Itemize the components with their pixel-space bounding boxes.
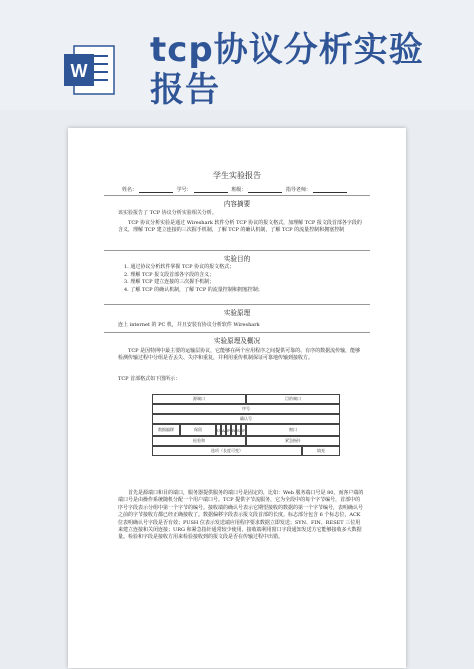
diagram-cell-checksum: 检验和 bbox=[152, 436, 246, 446]
diagram-cell-flag-s: S bbox=[236, 424, 241, 436]
svg-text:W: W bbox=[70, 61, 88, 81]
explanation-paragraph: 首先是源端口和目的端口，服务器提供服务的端口号是固定的，比如：Web 服务端口号是 80，而客户端的端口号是由操作系统随机分配一个用户端口号。TCP 提供字节流服务，它为全段中的每个字节编号，首部中的序号字段表示分组中第一个字节的编号。接收端的确认号表示它期望接收的数据的第一个字节编号，表明确认号之前的字节接收方都已经正确接收了。数据偏移字段表示报文段首部的长度。标志部分包含 6 个标志位，ACK 位表明确认号字段是否有效；PUSH 位表示发送端应用程序要求数据立即发送；SYN、FIN、RESET 三位用来建立连接和关闭连接；URG 和紧急指针通常较少使用，接收端利用窗口字段通知发送方它能够接收多大数据量。检验和字段是接收方用来检验接收到的报文段是否在传输过程中出错。 bbox=[118, 490, 364, 541]
diagram-cell-flag-a: A bbox=[221, 424, 226, 436]
summary-heading: 内容摘要 bbox=[104, 195, 370, 208]
banner-title: tcp协议分析实验报告 bbox=[150, 30, 424, 110]
document-page bbox=[68, 128, 406, 668]
diagram-cell-urgent: 紧急指针 bbox=[246, 436, 340, 446]
banner bbox=[0, 0, 474, 110]
summary-paragraph: TCP 协议分析实验是通过 Wireshark 软件分析 TCP 协议的报文格式，加理解 TCP 报文段首部各字段的含义，理解 TCP 建立连接的三次握手机制，了解 TCP 的确认机制，了解 TCP 的流量控制和拥塞控制 bbox=[118, 220, 362, 234]
diagram-cell-flag-f: F bbox=[241, 424, 246, 436]
diagram-cell-flag-r: R bbox=[231, 424, 236, 436]
diagram-cell-options: 选项（长度可变） bbox=[152, 446, 302, 456]
info-line bbox=[122, 186, 349, 193]
diagram-cell-window: 窗口 bbox=[246, 424, 340, 436]
overview-heading: 实验原理及概况 bbox=[104, 332, 370, 345]
diagram-cell-source-port: 源端口 bbox=[152, 394, 246, 404]
principle-text: 连上 internet 的 PC 机，并且安装有协议分析软件 Wireshark bbox=[118, 322, 260, 328]
class-label: 班级： bbox=[231, 187, 247, 193]
purpose-heading: 实验目的 bbox=[104, 250, 370, 263]
teacher-label: 指导老师： bbox=[285, 187, 311, 193]
diagram-cell-reserved: 保留 bbox=[180, 424, 216, 436]
list-item: 3. 理解 TCP 建立连接的三次握手机制； bbox=[124, 279, 215, 286]
tcp-header-diagram bbox=[152, 394, 340, 468]
summary-text: 该实验报告了 TCP 协议分析实验相关分析。 bbox=[118, 210, 217, 216]
list-item: 4. 了解 TCP 的确认机制，了解 TCP 的流量控制和拥塞控制； bbox=[124, 286, 263, 293]
name-label: 姓名： bbox=[122, 187, 138, 193]
diagram-cell-sequence: 序号 bbox=[152, 404, 340, 414]
word-document-icon bbox=[60, 40, 120, 100]
diagram-cell-padding: 填充 bbox=[302, 446, 340, 456]
header-caption: TCP 首部格式如下图所示： bbox=[118, 376, 181, 382]
diagram-cell-flag-u: U bbox=[216, 424, 221, 436]
diagram-cell-flag-p: P bbox=[226, 424, 231, 436]
diagram-cell-offset: 数据偏移 bbox=[152, 424, 180, 436]
list-item: 2. 理解 TCP 报文段首部各字段的含义； bbox=[124, 271, 215, 278]
diagram-cell-ack: 确认号 bbox=[152, 414, 340, 424]
diagram-cell-dest-port: 目的端口 bbox=[246, 394, 340, 404]
document-title: 学生实验报告 bbox=[213, 171, 261, 180]
student-id-label: 学号： bbox=[176, 187, 192, 193]
purpose-list bbox=[124, 264, 263, 294]
list-item: 1. 通过协议分析软件掌握 TCP 协议的报文格式； bbox=[124, 264, 235, 270]
principle-heading: 实验原理 bbox=[104, 304, 370, 317]
overview-paragraph: TCP 是因特网中最主要的运输层协议，它能够在两个应用程序之间提供可靠的、有序的数据流传输，能够检测传输过程中分组是否丢失、失序和重复，并利用重传机制保证可靠地传输到接收方。 bbox=[118, 348, 361, 362]
